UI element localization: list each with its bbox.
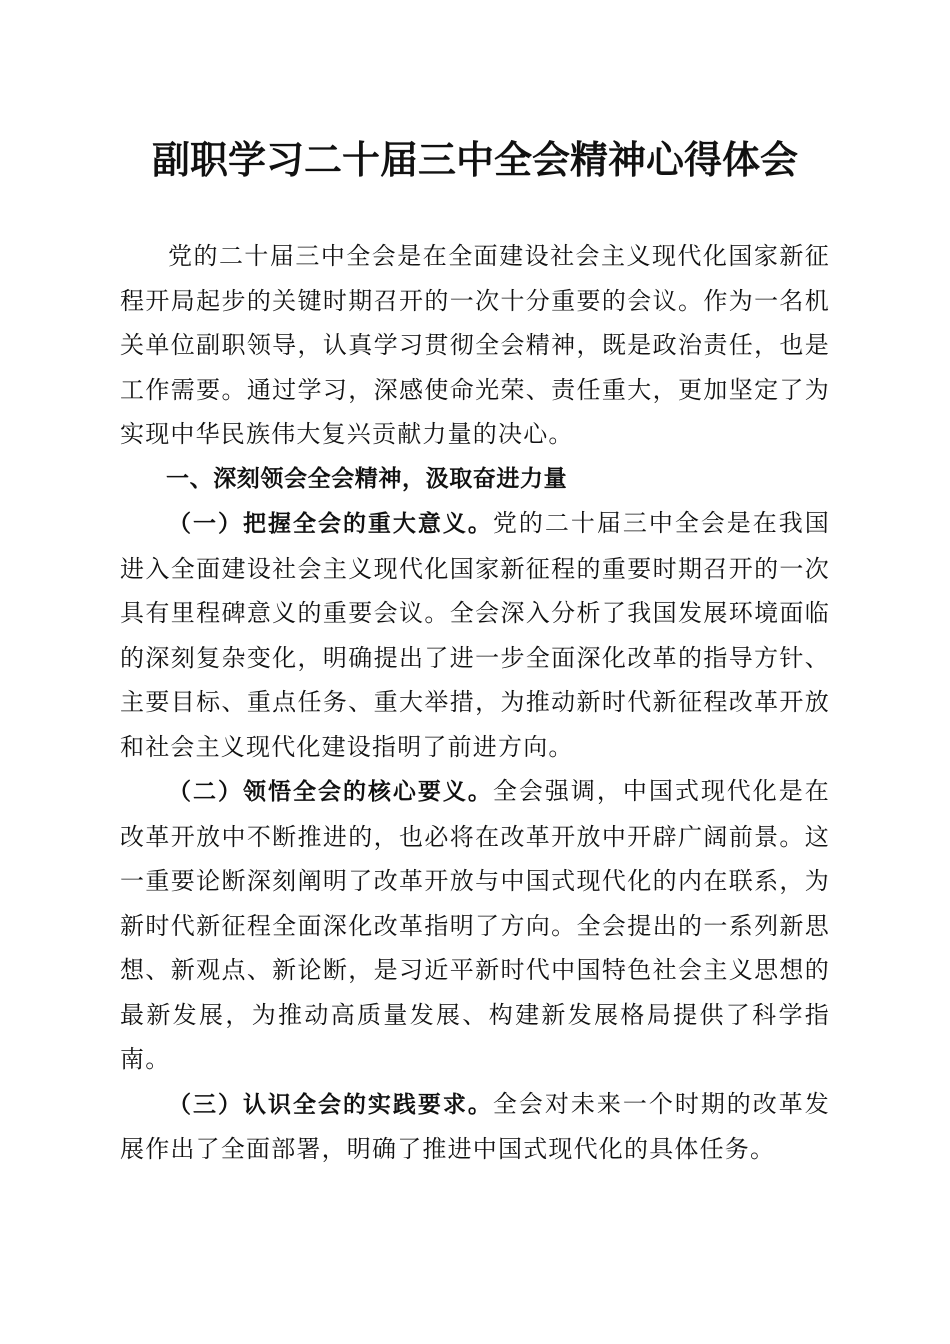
document-title: 副职学习二十届三中全会精神心得体会: [151, 137, 798, 182]
paragraph-lead: （一）把握全会的重大意义。: [168, 511, 493, 537]
section-paragraph-3: [120, 1082, 830, 1172]
paragraph-text: 全会强调，中国式现代化是在改革开放中不断推进的，也必将在改革开放中开辟广阔前景。这一重要论断深刻阐明了改革开放与中国式现代化的内在联系，为新时代新征程全面深化改革指明了方向。全会提出的一系列新思想、新观点、新论断，是习近平新时代中国特色社会主义思想的最新发展，为推动高质量发展、构建新发展格局提供了科学指南。: [120, 777, 830, 1073]
paragraph-text: 全会对未来一个时期的改革发展作出了全面部署，明确了推进中国式现代化的具体任务。: [120, 1089, 830, 1163]
paragraph-lead: （二）领悟全会的核心要义。: [168, 779, 493, 805]
document-body: [120, 234, 830, 1172]
section-paragraph-1: [120, 501, 830, 769]
intro-paragraph: 党的二十届三中全会是在全面建设社会主义现代化国家新征程开局起步的关键时期召开的一次十分重要的会议。作为一名机关单位副职领导，认真学习贯彻全会精神，既是政治责任，也是工作需要。通过学习，深感使命光荣、责任重大，更加坚定了为实现中华民族伟大复兴贡献力量的决心。: [120, 242, 830, 448]
paragraph-text: 党的二十届三中全会是在我国进入全面建设社会主义现代化国家新征程的重要时期召开的一次具有里程碑意义的重要会议。全会深入分析了我国发展环境面临的深刻复杂变化，明确提出了进一步全面深化改革的指导方针、主要目标、重点任务、重大举措，为推动新时代新征程改革开放和社会主义现代化建设指明了前进方向。: [120, 509, 830, 761]
section-paragraph-2: [120, 769, 830, 1082]
paragraph-lead: （三）认识全会的实践要求。: [168, 1091, 493, 1118]
section-heading: 一、深刻领会全会精神，汲取奋进力量: [166, 465, 568, 492]
